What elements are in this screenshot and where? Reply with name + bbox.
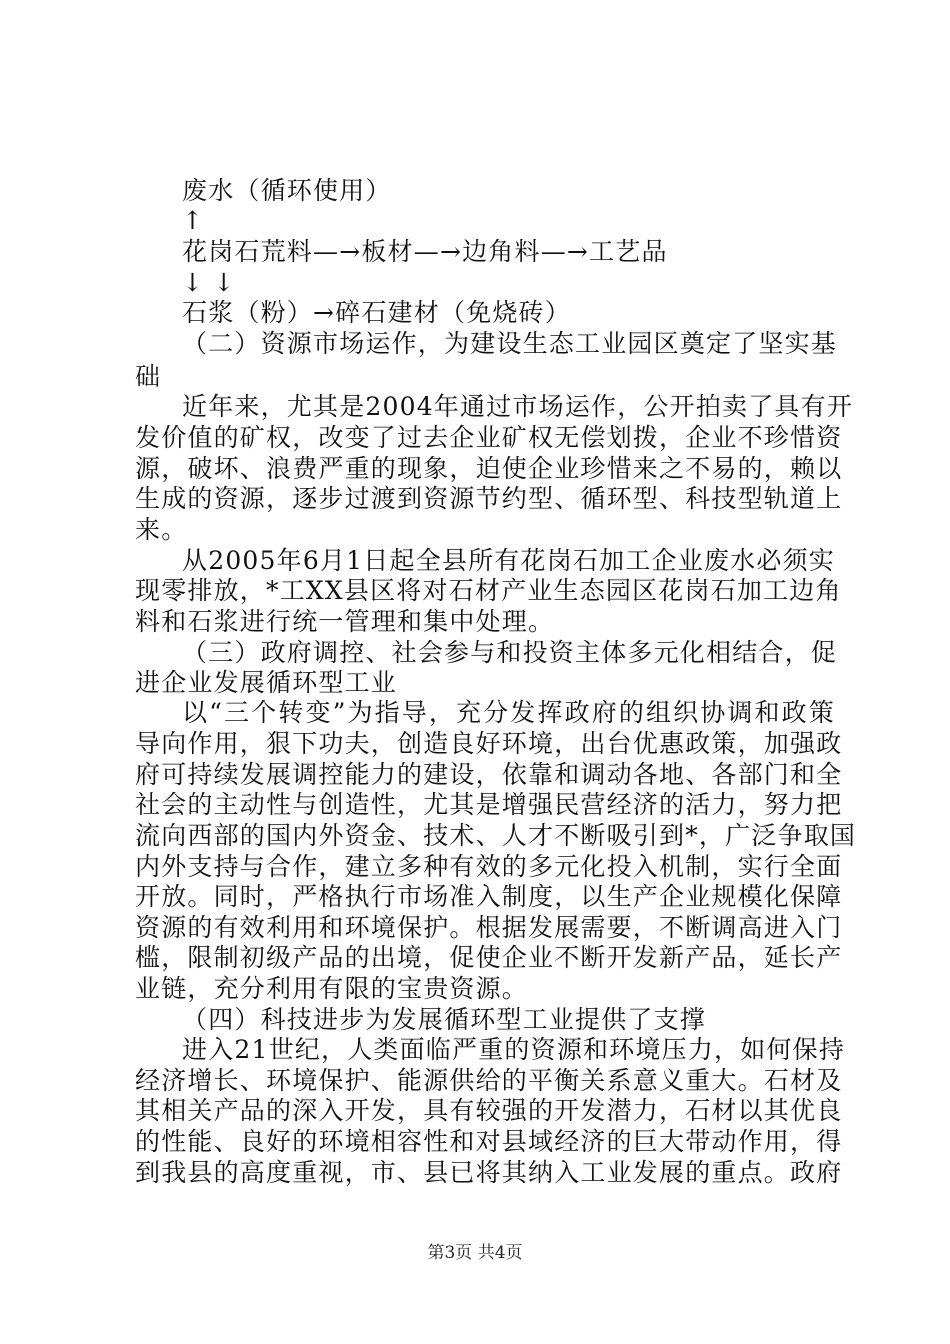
flow-diagram-down-arrows: ↓ ↓ bbox=[182, 268, 236, 297]
body-line: 业链，充分利用有限的宝贵资源。 bbox=[135, 974, 529, 1003]
body-line: 源，破坏、浪费严重的现象，迫使企业珍惜来之不易的，赖以 bbox=[135, 454, 843, 483]
body-line: 府可持续发展调控能力的建设，依靠和调动各地、各部门和全 bbox=[135, 760, 843, 789]
body-line: 从2005年6月1日起全县所有花岗石加工企业废水必须实 bbox=[182, 546, 835, 575]
body-line: 流向西部的国内外资金、技术、人才不断吸引到*，广泛争取国 bbox=[135, 821, 857, 850]
body-line: 来。 bbox=[135, 515, 188, 544]
body-line: 近年来，尤其是2004年通过市场运作，公开拍卖了具有开 bbox=[182, 392, 854, 421]
body-line: 开放。同时，严格执行市场准入制度，以生产企业规模化保障 bbox=[135, 882, 843, 911]
body-line: 现零排放，*工XX县区将对石材产业生态园区花岗石加工边角 bbox=[135, 576, 842, 605]
body-line: 进入21世纪，人类面临严重的资源和环境压力，如何保持 bbox=[182, 1035, 846, 1064]
body-line: 的性能、良好的环境相容性和对县域经济的巨大带动作用，得 bbox=[135, 1127, 843, 1156]
section-heading-4: （四）科技进步为发展循环型工业提供了支撑 bbox=[182, 1005, 707, 1034]
body-line: 发价值的矿权，改变了过去企业矿权无偿划拨，企业不珍惜资 bbox=[135, 423, 843, 452]
section-heading-2: （二）资源市场运作，为建设生态工业园区奠定了坚实基 bbox=[182, 329, 838, 358]
page-number-footer: 第3页 共4页 bbox=[427, 1243, 523, 1263]
body-line: 以“三个转变”为指导，充分发挥政府的组织协调和政策 bbox=[182, 698, 835, 727]
flow-diagram-up-arrow: ↑ bbox=[182, 206, 205, 235]
body-line: 生成的资源，逐步过渡到资源节约型、循环型、科技型轨道上 bbox=[135, 484, 843, 513]
section-heading-3: （三）政府调控、社会参与和投资主体多元化相结合，促 bbox=[182, 638, 838, 667]
flow-diagram-line-1: 废水（循环使用） bbox=[182, 176, 392, 205]
flow-diagram-line-5: 石浆（粉）→碎石建材（免烧砖） bbox=[182, 298, 571, 327]
section-heading-3-cont: 进企业发展循环型工业 bbox=[135, 668, 398, 697]
body-line: 社会的主动性与创造性，尤其是增强民营经济的活力，努力把 bbox=[135, 790, 843, 819]
body-line: 资源的有效利用和环境保护。根据发展需要，不断调高进入门 bbox=[135, 913, 843, 942]
body-line: 经济增长、环境保护、能源供给的平衡关系意义重大。石材及 bbox=[135, 1066, 843, 1095]
body-line: 料和石浆进行统一管理和集中处理。 bbox=[135, 607, 555, 636]
body-line: 内外支持与合作，建立多种有效的多元化投入机制，实行全面 bbox=[135, 852, 843, 881]
flow-diagram-line-3: 花岗石荒料—→板材—→边角料—→工艺品 bbox=[182, 237, 668, 266]
body-line: 础 bbox=[135, 362, 162, 391]
body-line: 导向作用，狠下功夫，创造良好环境，出台优惠政策，加强政 bbox=[135, 729, 843, 758]
body-line: 槛，限制初级产品的出境，促使企业不断开发新产品，延长产 bbox=[135, 943, 843, 972]
body-line: 其相关产品的深入开发，具有较强的开发潜力，石材以其优良 bbox=[135, 1096, 843, 1125]
body-line: 到我县的高度重视，市、县已将其纳入工业发展的重点。政府 bbox=[135, 1158, 843, 1187]
